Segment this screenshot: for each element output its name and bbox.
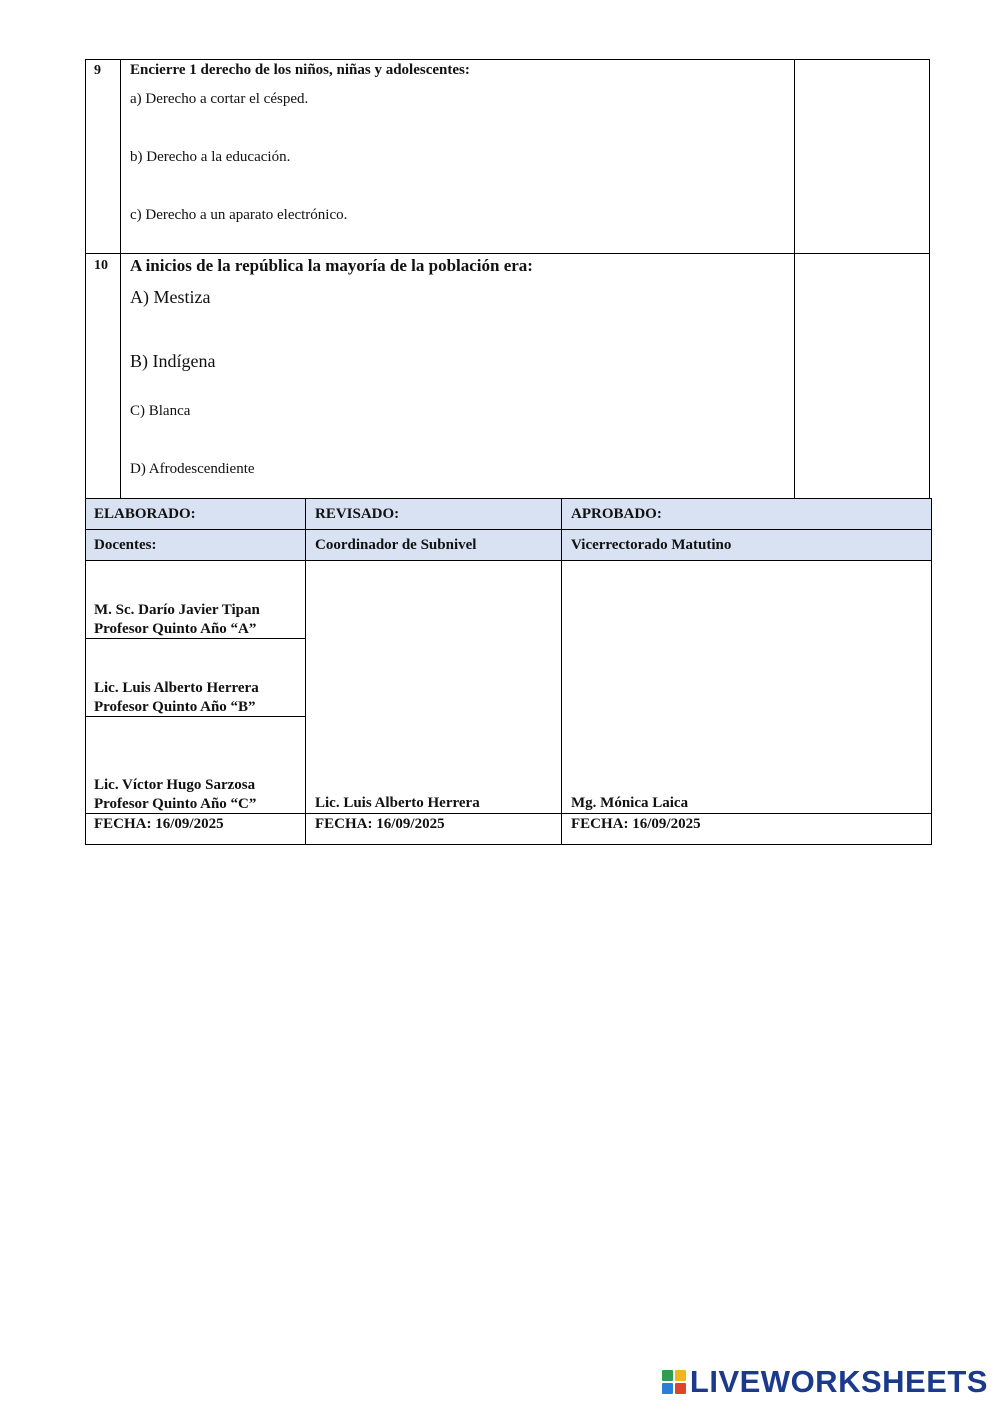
aprobador-name: Mg. Mónica Laica: [571, 795, 689, 811]
fecha-elaborado: FECHA: 16/09/2025: [94, 816, 224, 832]
row-divider: [85, 529, 932, 530]
answer-option[interactable]: A) Mestiza: [130, 287, 211, 307]
question-title: Encierre 1 derecho de los niños, niñas y adolescentes:: [130, 62, 470, 78]
logo-square: [675, 1383, 686, 1394]
logo-square: [662, 1383, 673, 1394]
question-number: 9: [94, 63, 101, 78]
docente-title: Profesor Quinto Año “C”: [94, 796, 257, 812]
docente-name: Lic. Luis Alberto Herrera: [94, 680, 259, 696]
header-revisado: REVISADO:: [315, 506, 400, 522]
docente-signature: [94, 601, 260, 639]
table-border: [85, 498, 86, 845]
logo-mark-icon: [662, 1370, 686, 1394]
column-divider: [561, 498, 562, 845]
docente-signature: [94, 776, 256, 814]
liveworksheets-logo: [662, 1364, 988, 1400]
logo-text: LIVEWORKSHEETS: [689, 1364, 988, 1399]
header-elaborado: ELABORADO:: [94, 506, 196, 522]
column-divider: [305, 498, 306, 845]
header-aprobado: APROBADO:: [571, 506, 662, 522]
answer-option[interactable]: b) Derecho a la educación.: [130, 149, 291, 165]
table-border: [85, 498, 932, 499]
role-docentes: Docentes:: [94, 537, 157, 553]
docente-name: Lic. Víctor Hugo Sarzosa: [94, 777, 256, 793]
fecha-revisado: FECHA: 16/09/2025: [315, 816, 445, 832]
role-coordinador: Coordinador de Subnivel: [315, 537, 477, 553]
question-number: 10: [94, 258, 108, 273]
table-border: [85, 59, 86, 499]
answer-box[interactable]: [795, 254, 929, 498]
answer-option[interactable]: B) Indígena: [130, 351, 216, 371]
docente-name: M. Sc. Darío Javier Tipan: [94, 602, 260, 618]
answer-box[interactable]: [795, 60, 929, 253]
table-border: [929, 59, 930, 499]
answer-option[interactable]: c) Derecho a un aparato electrónico.: [130, 207, 348, 223]
column-divider: [120, 59, 121, 499]
question-title: A inicios de la república la mayoría de la población era:: [130, 256, 533, 275]
row-divider: [85, 560, 932, 561]
answer-option[interactable]: a) Derecho a cortar el césped.: [130, 91, 309, 107]
docente-title: Profesor Quinto Año “B”: [94, 699, 256, 715]
answer-option[interactable]: D) Afrodescendiente: [130, 461, 255, 477]
docente-title: Profesor Quinto Año “A”: [94, 621, 257, 637]
logo-square: [675, 1370, 686, 1381]
role-vicerrectorado: Vicerrectorado Matutino: [571, 537, 732, 553]
table-border: [931, 498, 932, 845]
fecha-aprobado: FECHA: 16/09/2025: [571, 816, 701, 832]
logo-square: [662, 1370, 673, 1381]
table-border: [85, 844, 932, 845]
docente-signature: [94, 679, 259, 717]
revisor-name: Lic. Luis Alberto Herrera: [315, 795, 480, 811]
answer-option[interactable]: C) Blanca: [130, 403, 191, 419]
